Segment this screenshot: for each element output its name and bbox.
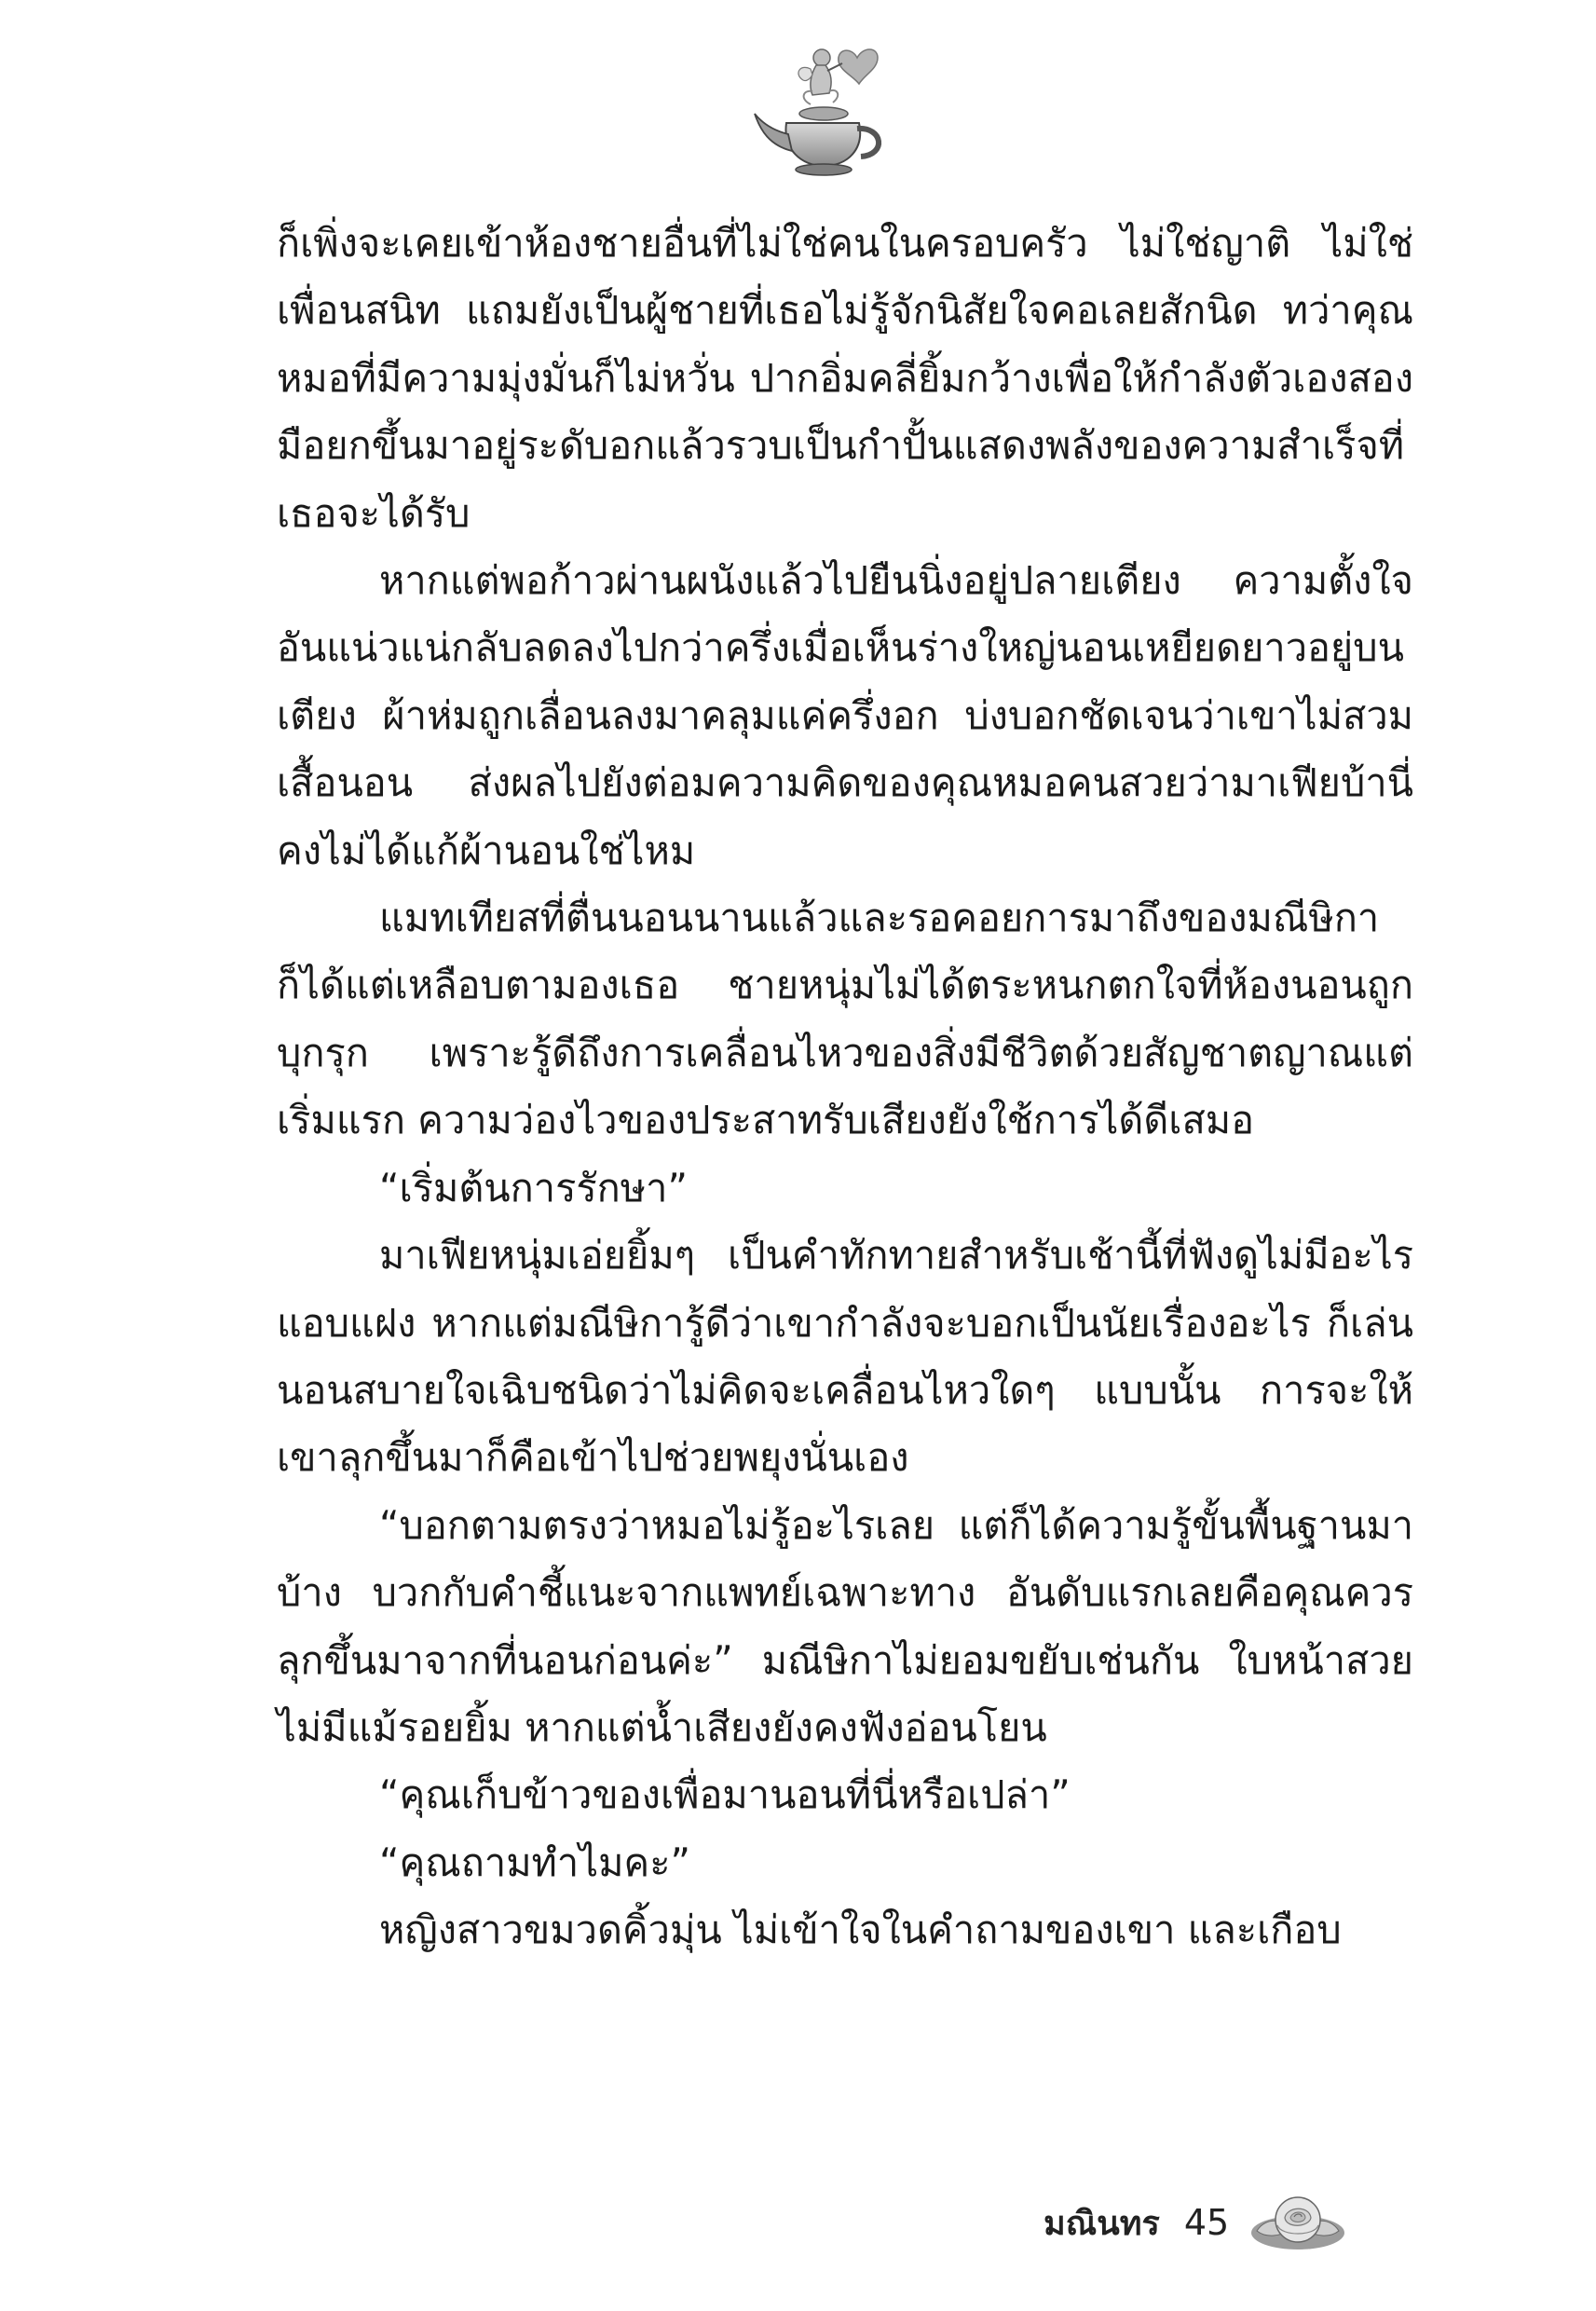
page-footer	[1044, 2181, 1348, 2264]
page-number: 45	[1183, 2202, 1230, 2243]
paragraph: หากแต่พอก้าวผ่านผนังแล้วไปยืนนิ่งอยู่ปลายเตียง ความตั้งใจอันแน่วแน่กลับลดลงไปกว่าครึ่งเมื่อเห็นร่างใหญ่นอนเหยียดยาวอยู่บนเตียง ผ้าห่มถูกเลื่อนลงมาคลุมแค่ครึ่งอก บ่งบอกชัดเจนว่าเขาไม่สวมเสื้อนอน ส่งผลไปยังต่อมความคิดของคุณหมอคนสวยว่ามาเฟียบ้านี่คงไม่ได้แก้ผ้านอนใช่ไหม	[277, 557, 1413, 873]
paragraph: “บอกตามตรงว่าหมอไม่รู้อะไรเลย แต่ก็ได้ความรู้ขั้นพื้นฐานมาบ้าง บวกกับคำชี้แนะจากแพทย์เฉพาะทาง อันดับแรกเลยคือคุณควรลุกขึ้นมาจากที่นอนก่อนค่ะ” มณีษิกาไม่ยอมขยับเช่นกัน ใบหน้าสวยไม่มีแม้รอยยิ้ม หากแต่น้ำเสียงยังคงฟังอ่อนโยน	[277, 1501, 1413, 1750]
running-title: มณินทร	[1044, 2204, 1160, 2243]
paragraph: “คุณเก็บข้าวของเพื่อมานอนที่นี่หรือเปล่า”	[379, 1771, 1071, 1818]
paragraph: “เริ่มต้นการรักษา”	[379, 1164, 688, 1210]
paragraph: หญิงสาวขมวดคิ้วมุ่น ไม่เข้าใจในคำถามของเขา และเกือบ	[379, 1907, 1342, 1953]
paragraph: แมทเทียสที่ตื่นนอนนานแล้วและรอคอยการมาถึงของมณีษิกาก็ได้แต่เหลือบตามองเธอ ชายหนุ่มไม่ได้ตระหนกตกใจที่ห้องนอนถูกบุกรุก เพราะรู้ดีถึงการเคลื่อนไหวของสิ่งมีชีวิตด้วยสัญชาตญาณแต่เริ่มแรก ความว่องไวของประสาทรับเสียงยังใช้การได้ดีเสมอ	[277, 895, 1413, 1143]
rose-ornament-icon	[1248, 2188, 1348, 2257]
paragraph: มาเฟียหนุ่มเอ่ยยิ้มๆ เป็นคำทักทายสำหรับเช้านี้ที่ฟังดูไม่มีอะไรแอบแฝง หากแต่มณีษิการู้ดีว่าเขากำลังจะบอกเป็นนัยเรื่องอะไร ก็เล่นนอนสบายใจเฉิบชนิดว่าไม่คิดจะเคลื่อนไหวใดๆ แบบนั้น การจะให้เขาลุกขึ้นมาก็คือเข้าไปช่วยพยุงนั่นเอง	[277, 1232, 1413, 1481]
paragraph: “คุณถามทำไมคะ”	[379, 1839, 690, 1885]
paragraph: ก็เพิ่งจะเคยเข้าห้องชายอื่นที่ไม่ใช่คนในครอบครัว ไม่ใช่ญาติ ไม่ใช่เพื่อนสนิท แถมยังเป็นผู้ชายที่เธอไม่รู้จักนิสัยใจคอเลยสักนิด ทว่าคุณหมอที่มีความมุ่งมั่นก็ไม่หวั่น ปากอิ่มคลี่ยิ้มกว้างเพื่อให้กำลังตัวเองสองมือยกขึ้นมาอยู่ระดับอกแล้วรวบเป็นกำปั้นแสดงพลังของความสำเร็จที่เธอจะได้รับ	[277, 220, 1413, 536]
body-text	[277, 210, 1413, 1964]
teapot-with-cupid-ornament-icon	[745, 37, 913, 186]
